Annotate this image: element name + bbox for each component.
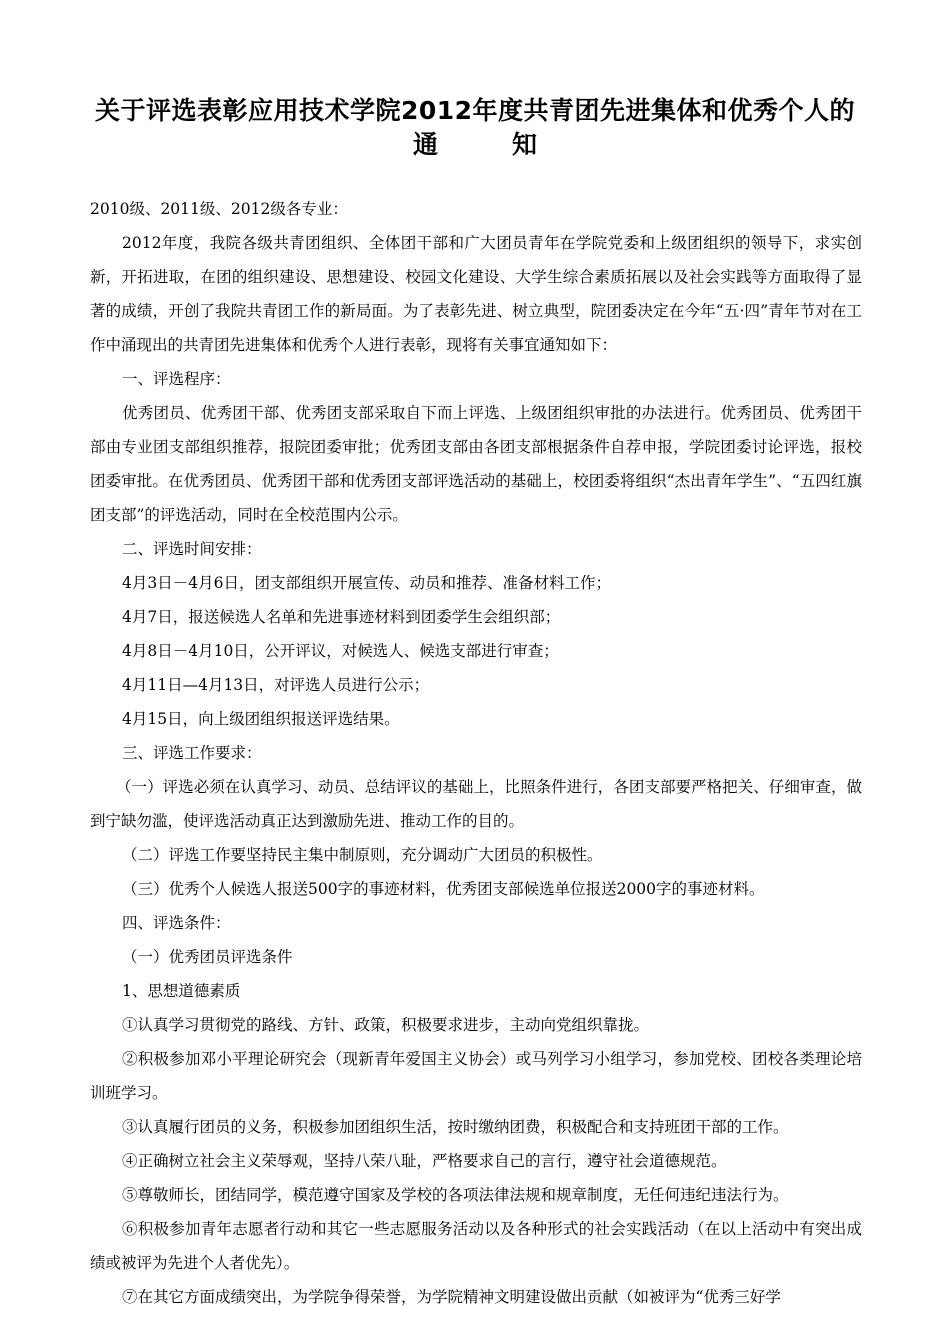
- section-heading-conditions: 四、评选条件：: [122, 914, 231, 932]
- requirement-item: （一）评选必须在认真学习、动员、总结评议的基础上，比照条件进行，各团支部要严格把关、仔细审查，做到宁缺勿滥，使评选活动真正达到激励先进、推动工作的目的。: [90, 778, 862, 830]
- procedure-paragraph: 优秀团员、优秀团干部、优秀团支部采取自下而上评选、上级团组织审批的办法进行。优秀团员、优秀团干部由专业团支部组织推荐，报院团委审批；优秀团支部由各团支部根据条件自荐申报，学院团委讨论评选，报校团委审批。在优秀团员、优秀团干部和优秀团支部评选活动的基础上，校团委将组织“杰出青年学生”、“五四红旗团支部”的评选活动，同时在全校范围内公示。: [90, 404, 862, 524]
- document-body: [90, 192, 862, 1314]
- schedule-item: 4月7日，报送候选人名单和先进事迹材料到团委学生会组织部；: [122, 608, 561, 626]
- condition-item: ①认真学习贯彻党的路线、方针、政策，积极要求进步，主动向党组织靠拢。: [122, 1016, 650, 1034]
- requirement-item: （二）评选工作要坚持民主集中制原则，充分调动广大团员的积极性。: [122, 846, 603, 864]
- condition-item: ⑤尊敬师长，团结同学，模范遵守国家及学校的各项法律法规和规章制度，无任何违纪违法行为。: [122, 1186, 789, 1204]
- schedule-item: 4月15日，向上级团组织报送评选结果。: [122, 710, 400, 728]
- section-heading-procedure: 一、评选程序：: [122, 370, 231, 388]
- schedule-item: 4月8日－4月10日，公开评议，对候选人、候选支部进行审查；: [122, 642, 559, 660]
- section-heading-requirements: 三、评选工作要求：: [122, 744, 262, 762]
- document-title-line2: [60, 128, 890, 162]
- condition-item: ⑥积极参加青年志愿者行动和其它一些志愿服务活动以及各种形式的社会实践活动（在以上活动中有突出成绩或被评为先进个人者优先）。: [90, 1220, 862, 1272]
- schedule-item: 4月11日—4月13日，对评选人员进行公示；: [122, 676, 430, 694]
- document-title-line1: 关于评选表彰应用技术学院2012年度共青团先进集体和优秀个人的: [94, 96, 856, 125]
- schedule-item: 4月3日－4月6日，团支部组织开展宣传、动员和推荐、准备材料工作；: [122, 574, 611, 592]
- subsection-heading: （一）优秀团员评选条件: [122, 948, 293, 966]
- salutation: 2010级、2011级、2012级各专业：: [90, 200, 348, 218]
- condition-item: ②积极参加邓小平理论研究会（现新青年爱国主义协会）或马列学习小组学习，参加党校、团校各类理论培训班学习。: [90, 1050, 862, 1102]
- section-heading-schedule: 二、评选时间安排：: [122, 540, 262, 558]
- intro-paragraph: 2012年度，我院各级共青团组织、全体团干部和广大团员青年在学院党委和上级团组织的领导下，求实创新，开拓进取，在团的组织建设、思想建设、校园文化建设、大学生综合素质拓展以及社会实践等方面取得了显著的成绩，开创了我院共青团工作的新局面。为了表彰先进、树立典型，院团委决定在今年“五·四”青年节对在工作中涌现出的共青团先进集体和优秀个人进行表彰，现将有关事宜通知如下：: [90, 234, 862, 354]
- title-char-zhi: 知: [512, 130, 538, 159]
- condition-item: ⑦在其它方面成绩突出，为学院争得荣誉，为学院精神文明建设做出贡献（如被评为“优秀三好学: [122, 1288, 781, 1306]
- subsection-heading: 1、思想道德素质: [122, 982, 241, 1000]
- title-char-tong: 通: [412, 130, 438, 159]
- condition-item: ④正确树立社会主义荣辱观，坚持八荣八耻，严格要求自己的言行，遵守社会道德规范。: [122, 1152, 727, 1170]
- requirement-item: （三）优秀个人候选人报送500字的事迹材料，优秀团支部候选单位报送2000字的事迹材料。: [122, 880, 765, 898]
- condition-item: ③认真履行团员的义务，积极参加团组织生活，按时缴纳团费，积极配合和支持班团干部的工作。: [122, 1118, 789, 1136]
